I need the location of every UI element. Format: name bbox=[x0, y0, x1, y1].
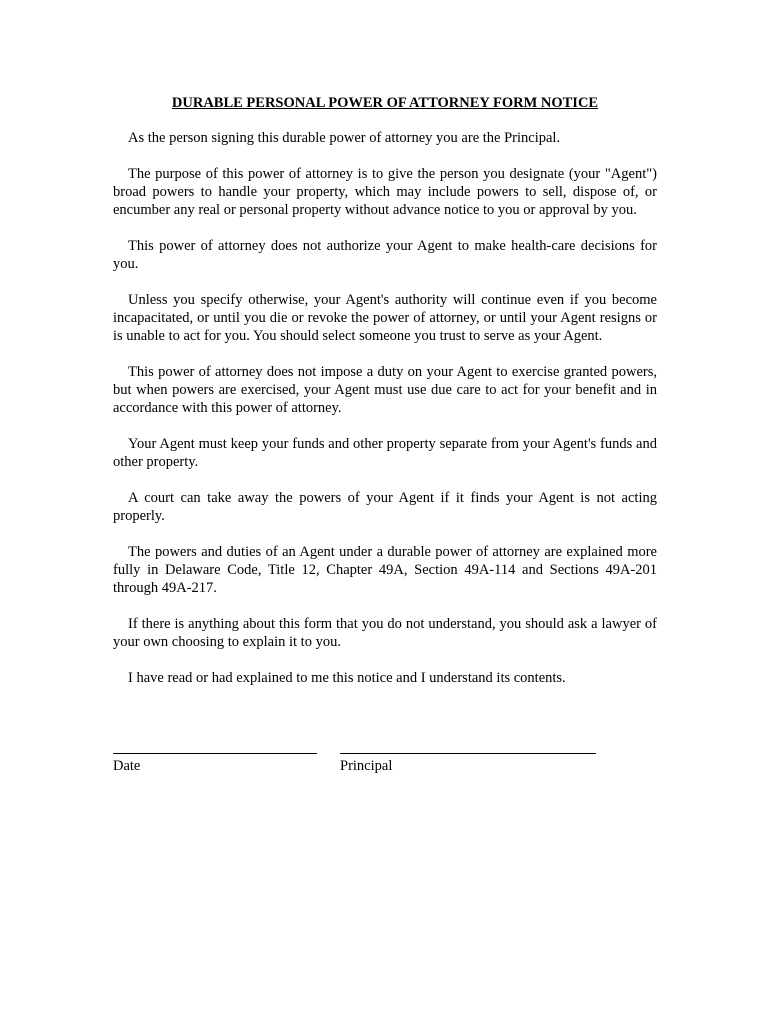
signature-section bbox=[113, 737, 657, 777]
document-body bbox=[113, 94, 657, 705]
paragraph-principal-intro: As the person signing this durable power of attorney you are the Principal. bbox=[128, 130, 561, 146]
principal-signature-block bbox=[340, 737, 596, 775]
date-label: Date bbox=[113, 758, 141, 774]
paragraph-health-care: This power of attorney does not authorize your Agent to make health-care decisions for you. bbox=[113, 238, 657, 272]
paragraph-funds: Your Agent must keep your funds and other property separate from your Agent's funds and other property. bbox=[113, 436, 657, 470]
date-signature-block bbox=[113, 737, 317, 775]
paragraph-lawyer: If there is anything about this form that you do not understand, you should ask a lawyer of your own choosing to explain it to you. bbox=[113, 616, 657, 650]
paragraph-court: A court can take away the powers of your Agent if it finds your Agent is not acting properly. bbox=[113, 490, 657, 524]
principal-label: Principal bbox=[340, 758, 393, 774]
principal-signature-line[interactable] bbox=[340, 737, 596, 754]
paragraph-duty: This power of attorney does not impose a duty on your Agent to exercise granted powers, but when powers are exercised, your Agent must use due care to act for your benefit and in accordance with this power of attorney. bbox=[113, 364, 657, 416]
paragraph-delaware-code: The powers and duties of an Agent under a durable power of attorney are explained more fully in Delaware Code, Title 12, Chapter 49A, Section 49A-114 and Sections 49A-201 through 49A-217. bbox=[113, 544, 657, 596]
paragraph-purpose: The purpose of this power of attorney is to give the person you designate (your "Agent") broad powers to handle your property, which may include powers to sell, dispose of, or encumber any real or personal property without advance notice to you or approval by you. bbox=[113, 166, 657, 218]
date-signature-line[interactable] bbox=[113, 737, 317, 754]
document-title: DURABLE PERSONAL POWER OF ATTORNEY FORM NOTICE bbox=[171, 95, 599, 111]
paragraph-acknowledgement: I have read or had explained to me this notice and I understand its contents. bbox=[128, 670, 566, 686]
paragraph-authority-duration: Unless you specify otherwise, your Agent's authority will continue even if you become incapacitated, or until you die or revoke the power of attorney, or until your Agent resigns or is unable to act for you. You should select someone you trust to serve as your Agent. bbox=[113, 292, 657, 344]
